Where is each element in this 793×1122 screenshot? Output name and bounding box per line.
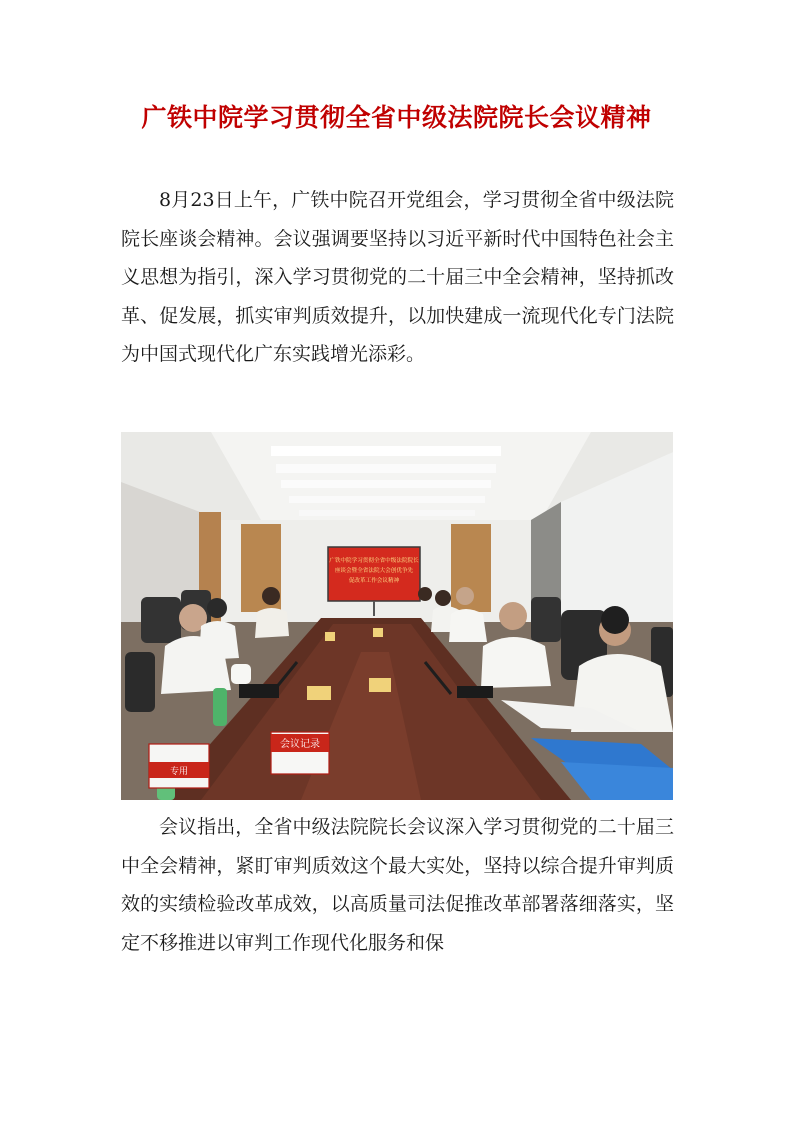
table-sign-label-2: 专用 xyxy=(169,767,189,777)
article-title: 广铁中院学习贯彻全省中级法院院长会议精神 xyxy=(141,103,652,132)
table-sign-label: 会议记录 xyxy=(280,739,320,750)
article-paragraph-1: 8月23日上午，广铁中院召开党组会，学习贯彻全省中级法院院长座谈会精神。会议强调要坚持以习近平新时代中国特色社会主义思想为指引，深入学习贯彻党的二十届三中全会精神，坚持抓改革、促发展，抓实审判质效提升，以加快建成一流现代化专门法院为中国式现代化广东实践增光添彩。 xyxy=(121,189,674,366)
screen-line-2: 座谈会暨全省法院大会创优争先 xyxy=(334,568,414,574)
article-paragraph-2: 会议指出，全省中级法院院长会议深入学习贯彻党的二十届三中全会精神，紧盯审判质效这个最大实处，坚持以综合提升审判质效的实绩检验改革成效，以高质量司法促推改革部署落细落实，坚定不移推进以审判工作现代化服务和保 xyxy=(121,816,674,954)
meeting-photo xyxy=(121,432,673,800)
screen-line-1: 广铁中院学习贯彻全省中级法院院长 xyxy=(329,558,419,564)
screen-line-3: 促改革工作会议精神 xyxy=(348,578,400,584)
